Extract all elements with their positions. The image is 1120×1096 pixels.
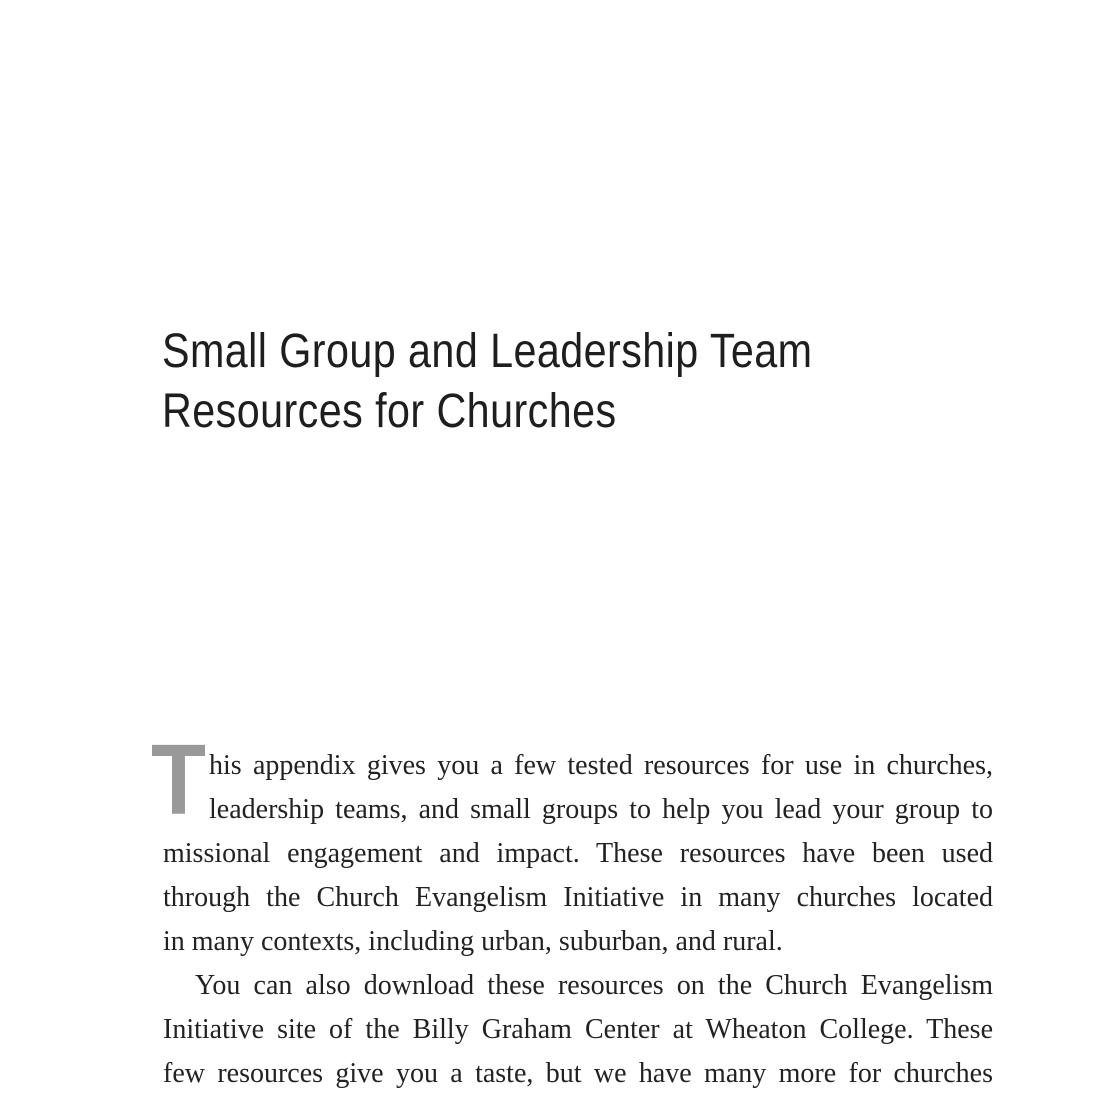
text-line: missional engagement and impact. These resources have been used [163,838,993,869]
chapter-title-line-1: Small Group and Leadership Team [162,325,813,378]
body-text [163,744,993,1096]
text-line: leadership teams, and small groups to help you lead your group to [209,794,993,825]
paragraph-1 [163,744,993,964]
drop-cap: T [151,744,206,820]
text-line: in many contexts, including urban, suburban, and rural. [163,926,783,957]
text-line: through the Church Evangelism Initiative in many churches located [163,882,993,913]
paragraph-2 [163,964,993,1096]
text-line: few resources give you a taste, but we have many more for churches [163,1058,993,1089]
chapter-title-line-2: Resources for Churches [162,385,617,438]
text-line: You can also download these resources on the Church Evangelism [195,970,993,1001]
text-line: Initiative site of the Billy Graham Center at Wheaton College. These [163,1014,993,1045]
chapter-title [162,322,919,442]
text-line: his appendix gives you a few tested resources for use in churches, [209,750,993,781]
